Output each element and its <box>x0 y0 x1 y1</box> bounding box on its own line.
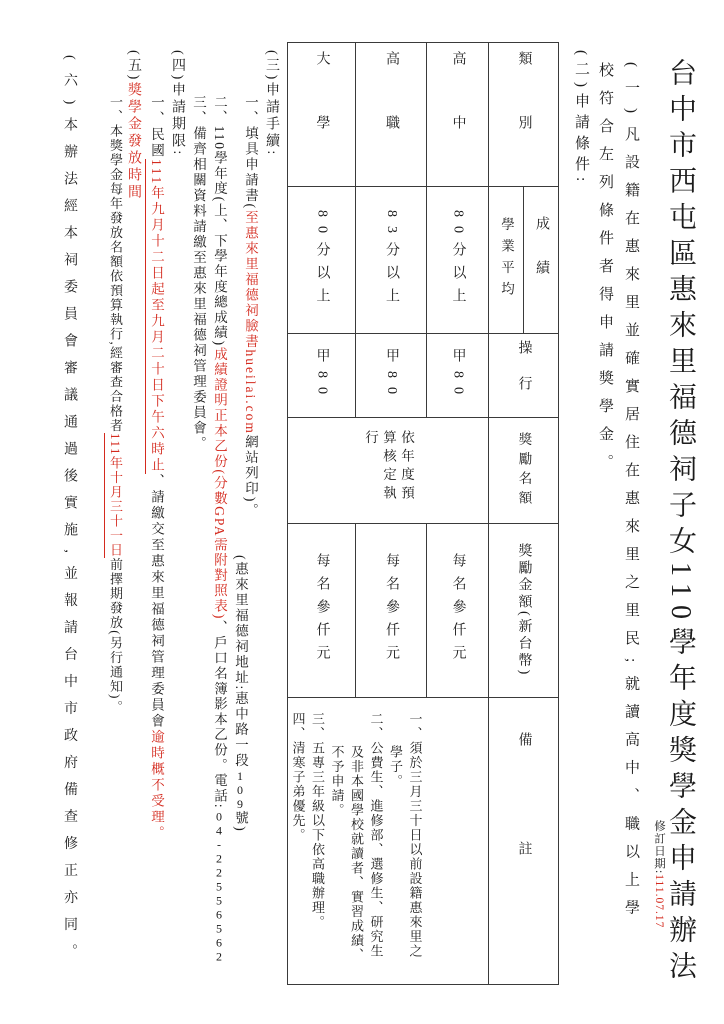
header-conduct: 操行 <box>489 334 558 417</box>
row-vocational-name: 高職 <box>356 43 426 186</box>
conditions-table <box>287 42 559 985</box>
quota-merged-cell <box>288 418 488 523</box>
quota-line: 行 <box>363 430 378 449</box>
header-quota: 獎勵名額 <box>489 418 558 523</box>
conduct-university: 甲80 <box>288 334 355 417</box>
clause-1-line-2: 校符合左列條件者得申請獎學金。 <box>597 62 613 482</box>
note-line: 三、五專三年級以下依高職辦理。 <box>310 712 325 930</box>
grade-university: 80分以上 <box>288 187 355 333</box>
note-line: 一、須於三月三十日以前設籍惠來里之 <box>407 712 423 959</box>
conduct-highschool: 甲80 <box>427 334 488 417</box>
revision-label: 修訂日期: <box>653 820 665 875</box>
amount-university: 每名參仟元 <box>288 524 355 697</box>
header-grade <box>489 187 558 333</box>
clause-3-address-note: (惠來里福德祠地址:惠中路一段109號) <box>233 555 248 833</box>
page-title: 台中市西屯區惠來里福德祠子女110學年度獎學金申請辦法 <box>665 58 696 987</box>
clause-3-item-2: 二、110學年度(上、下學年度總成績)成績證明正本乙份(分數GPA需附對照表)、戶口名簿影本乙份。電話:04-22556562 <box>212 95 227 964</box>
note-line: 及非本國學校就讀者、實習成績、 <box>349 745 364 963</box>
row-highschool-name: 高中 <box>427 43 488 186</box>
clause-6-text: (六)本辦法經本祠委員會審議通過後實施,並報請台中市政府備查修正亦同。 <box>62 55 77 971</box>
clause-4-header: (四)申請期限: <box>170 50 185 158</box>
clause-1-line-1: (一)凡設籍在惠來里並確實居住在惠來里之里民;就讀高中、職以上學 <box>623 62 639 928</box>
revision-date-line <box>652 820 666 928</box>
note-line: 不予申請。 <box>329 745 345 818</box>
grade-vocational: 83分以上 <box>356 187 426 333</box>
clause-5-header: (五)獎學金發放時間 <box>126 50 141 202</box>
clause-3-header: (三)申請手續: <box>264 50 279 158</box>
quota-line: 依年度預 <box>399 430 414 504</box>
header-grade-main: 成績 <box>524 187 558 333</box>
conduct-vocational: 甲80 <box>356 334 426 417</box>
clause-2-header: (二)申請條件: <box>573 50 589 188</box>
clause-4-item-1: 一、民國111年九月十二日起至九月二十日下午六時止、請繳交至惠來里福德祠管理委員會逾時概不受理。 <box>147 95 164 842</box>
note-line: 二、公費生、進修部、選修生、研究生 <box>368 712 384 959</box>
note-line: 學子。 <box>388 745 403 789</box>
notes-merged-cell <box>288 698 488 984</box>
amount-vocational: 每名參仟元 <box>356 524 426 697</box>
header-notes: 備註 <box>489 698 558 984</box>
header-grade-sub: 學業平均 <box>489 187 523 333</box>
clause-3-item-3: 三、備齊相關資料請繳至惠來里福德祠管理委員會。 <box>191 95 206 452</box>
amount-highschool: 每名參仟元 <box>427 524 488 697</box>
clause-5-item-1: 一、本獎學金每年發放名額依預算執行,經審查合格者111年十月三十一日前擇期發放(另行通知)。 <box>107 95 123 714</box>
note-line: 四、清寒子弟優先。 <box>290 712 306 843</box>
header-category: 類別 <box>489 43 558 186</box>
revision-date: 111.07.17 <box>653 874 665 929</box>
row-university-name: 大學 <box>288 43 355 186</box>
header-amount: 獎勵金額(新台幣) <box>489 524 558 697</box>
quota-line: 算核定執 <box>381 430 396 504</box>
grade-highschool: 80分以上 <box>427 187 488 333</box>
clause-3-item-1: 一、填具申請書(至惠來里福德祠臉書hueilai.com網站列印)。 <box>243 95 258 519</box>
